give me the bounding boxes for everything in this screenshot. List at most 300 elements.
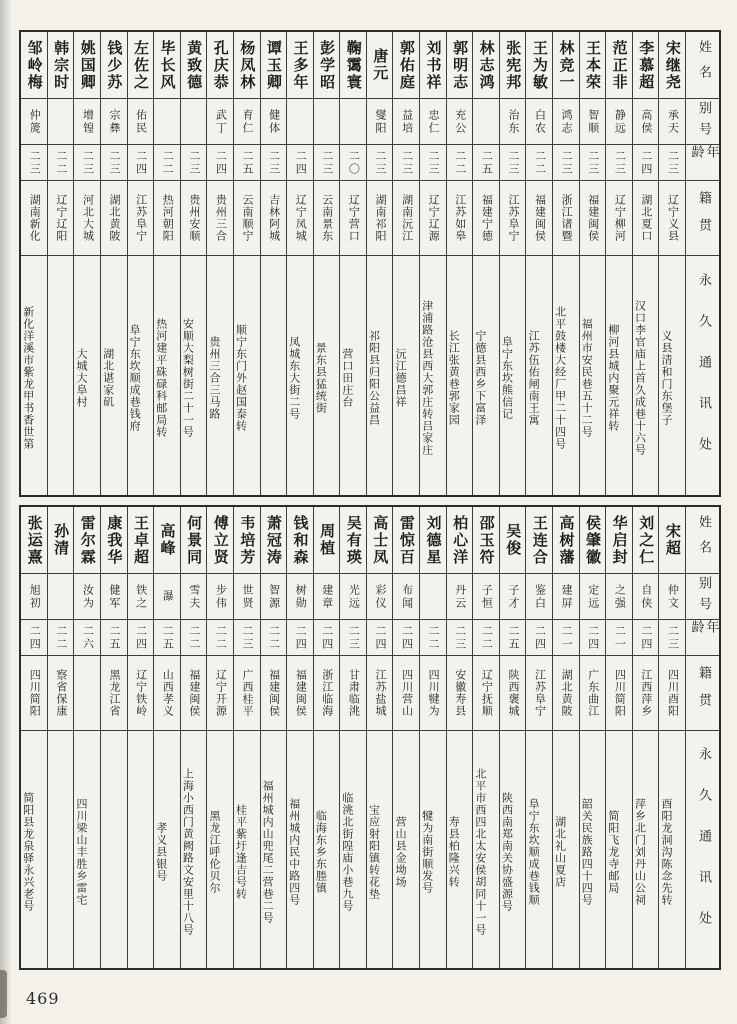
- age-cell: [74, 619, 100, 655]
- alias-cell: [580, 573, 606, 619]
- person-alias: 瀑: [161, 590, 175, 603]
- person-address: 义县清和门东堡子: [660, 330, 674, 426]
- native-place-cell: [447, 655, 473, 730]
- name-cell: [74, 507, 100, 573]
- age-cell: [447, 619, 473, 655]
- alias-cell: [447, 573, 473, 619]
- header-column: [685, 32, 719, 495]
- header-address-cell: [686, 730, 719, 968]
- alias-cell: [659, 98, 685, 144]
- person-address: 湖北礼山夏店: [553, 816, 567, 888]
- name-cell: [580, 507, 606, 573]
- age-cell: [48, 619, 74, 655]
- age-cell: [633, 144, 659, 180]
- person-native-place: 云南顺宁: [241, 194, 255, 242]
- person-age: 二三: [347, 624, 361, 651]
- name-cell: [473, 507, 499, 573]
- header-name-cell: [686, 507, 719, 573]
- native-place-cell: [393, 180, 419, 255]
- person-name: 范正非: [610, 39, 629, 91]
- person-column: [605, 507, 632, 968]
- alias-cell: [207, 98, 233, 144]
- person-alias: 健军: [108, 583, 122, 610]
- header-name-cell: [686, 32, 719, 98]
- address-cell: [393, 255, 419, 495]
- person-address: 新化洋溪市紫龙甲书香世第: [21, 306, 35, 450]
- age-cell: [21, 144, 47, 180]
- person-native-place: 吉林阿城: [267, 194, 281, 242]
- person-alias: 布闻: [400, 583, 414, 610]
- person-native-place: 福建闽侯: [187, 669, 201, 717]
- name-cell: [287, 507, 313, 573]
- person-native-place: 四川营山: [400, 669, 414, 717]
- person-age: 二四: [400, 624, 414, 651]
- person-address: 大城大阜村: [74, 348, 88, 408]
- person-column: [419, 32, 446, 495]
- person-native-place: 察省保康: [54, 669, 68, 717]
- name-cell: [580, 32, 606, 98]
- person-native-place: 福建闽侯: [294, 669, 308, 717]
- person-name: 林竞一: [557, 39, 576, 91]
- person-alias: 治东: [506, 108, 520, 135]
- header-age-label: 年龄: [688, 620, 719, 641]
- person-column: [260, 507, 287, 968]
- person-address: 阜宁东坎顺成巷钱府: [128, 324, 142, 432]
- person-name: 柏心洋: [451, 514, 470, 566]
- age-cell: [393, 144, 419, 180]
- address-cell: [128, 255, 154, 495]
- age-cell: [101, 619, 127, 655]
- person-name: 华启封: [610, 514, 629, 566]
- person-column: [525, 507, 552, 968]
- person-name: 宋超: [663, 523, 682, 557]
- person-age: 二四: [134, 149, 148, 176]
- age-cell: [314, 144, 340, 180]
- person-name: 王多年: [291, 39, 310, 91]
- scan-artifact: [0, 970, 7, 1018]
- native-place-cell: [553, 655, 579, 730]
- person-name: 王连合: [530, 514, 549, 566]
- person-age: 二四: [639, 149, 653, 176]
- name-cell: [340, 32, 366, 98]
- person-native-place: 四川酉阳: [666, 669, 680, 717]
- person-native-place: 福建闽侯: [533, 194, 547, 242]
- age-cell: [500, 144, 526, 180]
- age-cell: [420, 144, 446, 180]
- person-age: 二二: [214, 624, 228, 651]
- alias-cell: [447, 98, 473, 144]
- person-name: 唐元: [371, 48, 390, 82]
- person-age: 二二: [54, 624, 68, 651]
- name-cell: [101, 507, 127, 573]
- person-native-place: 江苏阜宁: [134, 194, 148, 242]
- person-native-place: 江西萍乡: [639, 669, 653, 717]
- age-cell: [659, 144, 685, 180]
- person-column: [180, 507, 207, 968]
- address-cell: [500, 255, 526, 495]
- person-address: 长江张黄巷郭家园: [447, 330, 461, 426]
- directory-table-bottom: [19, 505, 721, 970]
- person-column: [472, 507, 499, 968]
- person-alias: 旭初: [28, 583, 42, 610]
- alias-cell: [340, 573, 366, 619]
- person-native-place: 辽宁凤城: [294, 194, 308, 242]
- native-place-cell: [287, 655, 313, 730]
- person-name: 张宪邦: [504, 39, 523, 91]
- person-column: [286, 32, 313, 495]
- native-place-cell: [580, 655, 606, 730]
- age-cell: [154, 619, 180, 655]
- person-native-place: 辽宁营口: [347, 194, 361, 242]
- address-cell: [659, 255, 685, 495]
- person-age: 二四: [320, 624, 334, 651]
- address-cell: [393, 730, 419, 968]
- name-cell: [606, 507, 632, 573]
- person-native-place: 四川简阳: [613, 669, 627, 717]
- age-cell: [21, 619, 47, 655]
- person-name: 黄致德: [185, 39, 204, 91]
- address-cell: [207, 730, 233, 968]
- person-address: 阜宁东坎熊信记: [500, 336, 514, 420]
- address-cell: [207, 255, 233, 495]
- person-name: 毕长风: [158, 39, 177, 91]
- name-cell: [261, 507, 287, 573]
- person-address: 景东县猛统街: [314, 342, 328, 414]
- person-alias: 高侯: [639, 108, 653, 135]
- address-cell: [367, 730, 393, 968]
- person-native-place: 甘肃临洮: [347, 669, 361, 717]
- person-alias: 建章: [320, 583, 334, 610]
- age-cell: [526, 144, 552, 180]
- person-alias: 汝为: [81, 583, 95, 610]
- age-cell: [473, 619, 499, 655]
- person-native-place: 贵州三合: [214, 194, 228, 242]
- age-cell: [287, 619, 313, 655]
- person-age: 二三: [187, 149, 201, 176]
- age-cell: [101, 144, 127, 180]
- person-alias: 铁之: [134, 583, 148, 610]
- person-address: 凤城东大街二号: [287, 336, 301, 420]
- person-age: 二四: [373, 624, 387, 651]
- address-cell: [473, 255, 499, 495]
- person-address: 沅江德昌祥: [394, 348, 408, 408]
- header-alias-label: 别号: [695, 100, 711, 143]
- person-native-place: 湖北黄陂: [560, 669, 574, 717]
- person-address: 桂平紫圩逢吉号转: [234, 804, 248, 900]
- name-cell: [420, 507, 446, 573]
- person-name: 邹岭梅: [25, 39, 44, 91]
- person-name: 雷尔霖: [78, 514, 97, 566]
- person-alias: 建屏: [560, 583, 574, 610]
- person-column: [632, 507, 659, 968]
- person-column: [127, 32, 154, 495]
- name-cell: [234, 507, 260, 573]
- person-alias: 佑民: [134, 108, 148, 135]
- address-cell: [48, 730, 74, 968]
- age-cell: [367, 619, 393, 655]
- person-address: 柳河县城内聚元祥转: [606, 324, 620, 432]
- age-cell: [181, 619, 207, 655]
- name-cell: [633, 507, 659, 573]
- person-name: 高树藩: [557, 514, 576, 566]
- person-address: 简阳县龙泉驿永兴老号: [21, 792, 35, 912]
- age-cell: [287, 144, 313, 180]
- age-cell: [128, 144, 154, 180]
- person-native-place: 辽宁抚顺: [480, 669, 494, 717]
- age-cell: [633, 619, 659, 655]
- address-cell: [606, 255, 632, 495]
- person-column: [127, 507, 154, 968]
- person-age: 二三: [241, 624, 255, 651]
- person-alias: 世贤: [241, 583, 255, 610]
- age-cell: [128, 619, 154, 655]
- person-alias: 彩仪: [373, 583, 387, 610]
- alias-cell: [367, 98, 393, 144]
- alias-cell: [48, 573, 74, 619]
- person-native-place: 陕西褒城: [506, 669, 520, 717]
- person-alias: 充公: [453, 108, 467, 135]
- person-age: 二四: [533, 624, 547, 651]
- person-age: 二三: [506, 149, 520, 176]
- native-place-cell: [500, 180, 526, 255]
- name-cell: [21, 507, 47, 573]
- person-native-place: 黑龙江省: [108, 669, 122, 717]
- person-address: 宝应射阳镇转花垫: [367, 804, 381, 900]
- native-place-cell: [234, 655, 260, 730]
- address-cell: [287, 255, 313, 495]
- alias-cell: [526, 573, 552, 619]
- person-age: 二五: [241, 149, 255, 176]
- native-place-cell: [48, 180, 74, 255]
- age-cell: [473, 144, 499, 180]
- person-native-place: 江苏如皋: [453, 194, 467, 242]
- native-place-cell: [473, 180, 499, 255]
- person-address: 四川梁山丰胜乡雷宅: [74, 798, 88, 906]
- alias-cell: [500, 573, 526, 619]
- header-address-label: 永久通讯处: [695, 747, 711, 952]
- address-cell: [101, 730, 127, 968]
- address-cell: [553, 730, 579, 968]
- header-native-label: 籍贯: [695, 666, 711, 720]
- header-age-cell: [686, 619, 719, 655]
- person-address: 临洮北街隍庙小巷九号: [340, 792, 354, 912]
- header-name-label: 姓名: [695, 40, 711, 90]
- address-cell: [367, 255, 393, 495]
- alias-cell: [48, 98, 74, 144]
- native-place-cell: [500, 655, 526, 730]
- age-cell: [207, 144, 233, 180]
- native-place-cell: [447, 180, 473, 255]
- address-cell: [420, 255, 446, 495]
- native-place-cell: [580, 180, 606, 255]
- person-age: 二三: [560, 149, 574, 176]
- alias-cell: [234, 573, 260, 619]
- scan-edge-shadow: [0, 0, 12, 1024]
- person-address: 福州城内山兜尾二营巷二号: [261, 780, 275, 924]
- person-alias: 子恒: [480, 583, 494, 610]
- native-place-cell: [154, 180, 180, 255]
- person-alias: 健体: [267, 108, 281, 135]
- native-place-cell: [340, 655, 366, 730]
- person-alias: 光远: [347, 583, 361, 610]
- person-age: 二五: [108, 624, 122, 651]
- person-name: 孙清: [52, 523, 71, 557]
- native-place-cell: [207, 655, 233, 730]
- age-cell: [181, 144, 207, 180]
- alias-cell: [393, 98, 419, 144]
- person-column: [366, 32, 393, 495]
- person-column: [446, 507, 473, 968]
- person-name: 郭佑庭: [397, 39, 416, 91]
- person-native-place: 湖北黄陂: [108, 194, 122, 242]
- person-age: 二四: [28, 624, 42, 651]
- alias-cell: [420, 98, 446, 144]
- person-native-place: 浙江诸暨: [560, 194, 574, 242]
- native-place-cell: [234, 180, 260, 255]
- person-age: 二三: [586, 149, 600, 176]
- person-name: 周植: [318, 523, 337, 557]
- age-cell: [367, 144, 393, 180]
- person-name: 林志鸿: [477, 39, 496, 91]
- person-alias: 鉴白: [533, 583, 547, 610]
- header-age-cell: [686, 144, 719, 180]
- name-cell: [500, 32, 526, 98]
- person-address: 酉阳龙洞沟陈念先转: [660, 798, 674, 906]
- person-address: 顺宁东门外赵国泰转: [234, 324, 248, 432]
- person-name: 侯肇徽: [584, 514, 603, 566]
- header-age-label: 年龄: [688, 145, 719, 166]
- person-column: [180, 32, 207, 495]
- person-name: 何景同: [185, 514, 204, 566]
- address-cell: [633, 255, 659, 495]
- person-name: 韩宗时: [52, 39, 71, 91]
- person-name: 孔庆恭: [211, 39, 230, 91]
- age-cell: [393, 619, 419, 655]
- name-cell: [48, 32, 74, 98]
- person-column: [100, 507, 127, 968]
- person-address: 韶关民族路四十四号: [580, 798, 594, 906]
- address-cell: [473, 730, 499, 968]
- native-place-cell: [128, 655, 154, 730]
- person-age: 二四: [214, 149, 228, 176]
- age-cell: [606, 619, 632, 655]
- alias-cell: [287, 98, 313, 144]
- person-column: [499, 507, 526, 968]
- person-address: 北平市西四北太安侯胡同十一号: [473, 768, 487, 936]
- name-cell: [128, 507, 154, 573]
- address-cell: [659, 730, 685, 968]
- person-alias: 仲箎: [28, 108, 42, 135]
- name-cell: [367, 32, 393, 98]
- alias-cell: [74, 573, 100, 619]
- person-age: 二六: [81, 624, 95, 651]
- native-place-cell: [340, 180, 366, 255]
- person-column: [153, 507, 180, 968]
- address-cell: [526, 730, 552, 968]
- person-column: [472, 32, 499, 495]
- name-cell: [234, 32, 260, 98]
- header-address-label: 永久通讯处: [695, 273, 711, 478]
- person-native-place: 辽宁柳河: [613, 194, 627, 242]
- name-cell: [287, 32, 313, 98]
- native-place-cell: [314, 180, 340, 255]
- name-cell: [447, 32, 473, 98]
- person-address: 临海东乡东塍镇: [314, 810, 328, 894]
- address-cell: [314, 730, 340, 968]
- address-cell: [447, 730, 473, 968]
- person-address: 祁阳县归阳公益昌: [367, 330, 381, 426]
- person-column: [632, 32, 659, 495]
- native-place-cell: [367, 655, 393, 730]
- person-age: 二三: [400, 149, 414, 176]
- person-address: 营口田庄台: [340, 348, 354, 408]
- person-alias: 雪夫: [187, 583, 201, 610]
- person-column: [21, 507, 47, 968]
- header-column: [685, 507, 719, 968]
- person-age: 二三: [28, 149, 42, 176]
- person-address: 阜宁东坎顺成巷钱顺: [527, 798, 541, 906]
- age-cell: [207, 619, 233, 655]
- age-cell: [48, 144, 74, 180]
- alias-cell: [526, 98, 552, 144]
- person-address: 犍为南街顺发号: [420, 810, 434, 894]
- address-cell: [553, 255, 579, 495]
- age-cell: [553, 144, 579, 180]
- person-alias: 丹云: [453, 583, 467, 610]
- person-native-place: 山西孝义: [161, 669, 175, 717]
- alias-cell: [261, 98, 287, 144]
- address-cell: [154, 255, 180, 495]
- name-cell: [526, 32, 552, 98]
- age-cell: [447, 144, 473, 180]
- person-column: [73, 32, 100, 495]
- address-cell: [580, 255, 606, 495]
- person-column: [260, 32, 287, 495]
- name-cell: [261, 32, 287, 98]
- native-place-cell: [101, 180, 127, 255]
- person-age: 二五: [480, 149, 494, 176]
- person-address: 孝义县银号: [154, 822, 168, 882]
- person-age: 二三: [453, 624, 467, 651]
- age-cell: [234, 144, 260, 180]
- person-column: [525, 32, 552, 495]
- alias-cell: [314, 573, 340, 619]
- name-cell: [21, 32, 47, 98]
- person-address: 北平鼓楼大经厂甲二十四号: [553, 306, 567, 450]
- person-age: 二三: [666, 624, 680, 651]
- name-cell: [154, 32, 180, 98]
- alias-cell: [659, 573, 685, 619]
- name-cell: [393, 32, 419, 98]
- address-cell: [128, 730, 154, 968]
- native-place-cell: [261, 655, 287, 730]
- person-age: 二二: [161, 149, 175, 176]
- name-cell: [207, 32, 233, 98]
- person-native-place: 广西桂平: [241, 669, 255, 717]
- person-age: 二四: [639, 624, 653, 651]
- age-cell: [553, 619, 579, 655]
- person-alias: 忠仁: [427, 108, 441, 135]
- person-address: 江苏伍佑闸南王寓: [527, 330, 541, 426]
- name-cell: [393, 507, 419, 573]
- age-cell: [74, 144, 100, 180]
- person-age: 二四: [586, 624, 600, 651]
- person-column: [392, 32, 419, 495]
- person-column: [499, 32, 526, 495]
- name-cell: [553, 32, 579, 98]
- person-address: 营山县金坳场: [394, 816, 408, 888]
- name-cell: [181, 507, 207, 573]
